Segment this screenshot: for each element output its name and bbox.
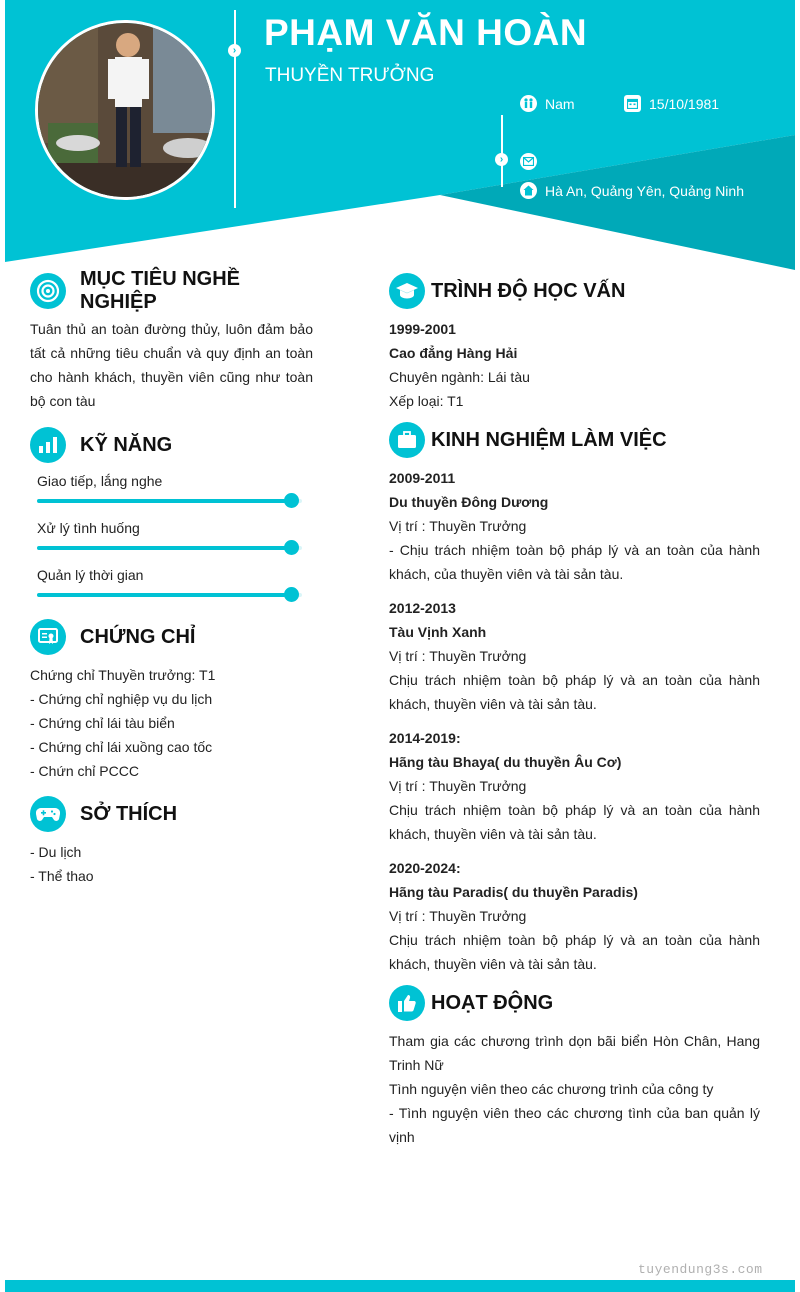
skill-item [30,471,313,518]
address-info [520,182,744,199]
skill-knob [284,587,299,602]
skill-knob [284,540,299,555]
profile-photo [35,20,215,200]
job-company: Hãng tàu Paradis( du thuyền Paradis) [389,884,638,900]
certificate-line: - Chứng chỉ lái xuồng cao tốc [30,739,213,755]
home-icon [520,182,537,199]
section-title: KINH NGHIỆM LÀM VIỆC [431,428,667,451]
activity-line: Tình nguyện viên theo các chương trình của công ty [389,1081,714,1097]
certificates-heading [30,618,313,656]
job-entry [389,726,760,846]
certificate-line: Chứng chỉ Thuyền trưởng: T1 [30,667,216,683]
job-entry [389,856,760,976]
education-rank: Xếp loại: T1 [389,393,464,409]
job-description: Chịu trách nhiệm toàn bộ pháp lý và an toàn của hành khách, thuyền viên và tài sản tàu. [389,932,760,972]
birthday-value: 15/10/1981 [649,95,720,112]
activity-line: Tham gia các chương trình dọn bãi biển Hòn Chân, Hang Trinh Nữ [389,1033,760,1073]
skill-fill [37,546,291,550]
hobby-line: - Du lịch [30,844,82,860]
education-heading [389,272,760,310]
thumbs-up-icon [389,985,425,1021]
job-entry [389,596,760,716]
graduation-cap-icon [389,273,425,309]
chevron-right-icon: › [228,44,241,57]
job-entry [389,466,760,586]
job-period: 2020-2024: [389,860,461,876]
skill-bar [37,546,302,550]
left-column [30,268,313,888]
section-title: CHỨNG CHỈ [80,625,196,648]
section-title: HOẠT ĐỘNG [431,991,554,1014]
certificate-line: - Chứng chỉ lái tàu biển [30,715,175,731]
education-major: Chuyên ngành: Lái tàu [389,369,530,385]
timeline-line [234,10,236,208]
footer-bar [5,1280,795,1292]
briefcase-icon [389,422,425,458]
watermark: tuyendung3s.com [638,1262,763,1277]
gender-info [520,95,575,112]
certificate-icon [30,619,66,655]
job-period: 2009-2011 [389,470,456,486]
objective-heading [30,268,313,313]
job-position: Vị trí : Thuyền Trưởng [389,778,527,794]
gender-icon [520,95,537,112]
activity-line: - Tình nguyện viên theo các chương tình của ban quản lý vịnh [389,1105,760,1145]
job-company: Hãng tàu Bhaya( du thuyền Âu Cơ) [389,754,622,770]
skill-label: Giao tiếp, lắng nghe [37,473,163,489]
skill-fill [37,499,291,503]
skill-fill [37,593,291,597]
hobby-line: - Thể thao [30,868,94,884]
gamepad-icon [30,796,66,832]
job-position: Vị trí : Thuyền Trưởng [389,518,527,534]
section-title: KỸ NĂNG [80,433,173,456]
job-description: - Chịu trách nhiệm toàn bộ pháp lý và an toàn của hành khách, của thuyền viên và tài sản tàu. [389,542,760,582]
skills-heading [30,426,313,464]
address-value: Hà An, Quảng Yên, Quảng Ninh [545,182,744,199]
job-position: Vị trí : Thuyền Trưởng [389,648,527,664]
experience-heading [389,421,760,459]
education-school: Cao đẳng Hàng Hải [389,345,518,361]
job-company: Du thuyền Đông Dương [389,494,549,510]
job-period: 2014-2019: [389,730,461,746]
job-description: Chịu trách nhiệm toàn bộ pháp lý và an toàn của hành khách, thuyền viên và tài sản tàu. [389,672,760,712]
hobbies-heading [30,795,313,833]
job-position: Vị trí : Thuyền Trưởng [389,908,527,924]
right-column [389,272,760,1149]
activities-heading [389,984,760,1022]
skill-knob [284,493,299,508]
gender-value: Nam [545,95,575,112]
skills-list [30,471,313,612]
section-title: TRÌNH ĐỘ HỌC VẤN [431,279,626,302]
bar-chart-icon [30,427,66,463]
candidate-name: PHẠM VĂN HOÀN [264,12,588,53]
job-title: THUYỀN TRƯỞNG [265,65,435,86]
section-title: SỞ THÍCH [80,802,178,825]
skill-bar [37,593,302,597]
calendar-icon [624,95,641,112]
objective-text: Tuân thủ an toàn đường thủy, luôn đảm bảo tất cả những tiêu chuẩn và quy định an toàn cho hành khách, thuyền viên cũng như toàn bộ con tàu [30,321,313,409]
certificate-line: - Chứng chỉ nghiệp vụ du lịch [30,691,213,707]
email-info [520,153,545,170]
chevron-right-icon: › [495,153,508,166]
job-description: Chịu trách nhiệm toàn bộ pháp lý và an toàn của hành khách, thuyền viên và tài sản tàu. [389,802,760,842]
section-title: MỤC TIÊU NGHỀ NGHIỆP [80,268,240,313]
mail-icon [520,153,537,170]
skill-label: Xử lý tình huống [37,520,140,536]
education-period: 1999-2001 [389,321,456,337]
target-icon [30,273,66,309]
skill-bar [37,499,302,503]
certificate-line: - Chứn chỉ PCCC [30,763,139,779]
skill-label: Quản lý thời gian [37,567,144,583]
timeline-line [501,115,503,187]
skill-item [30,565,313,612]
job-period: 2012-2013 [389,600,456,616]
job-company: Tàu Vịnh Xanh [389,624,487,640]
birthday-info [624,95,719,112]
skill-item [30,518,313,565]
